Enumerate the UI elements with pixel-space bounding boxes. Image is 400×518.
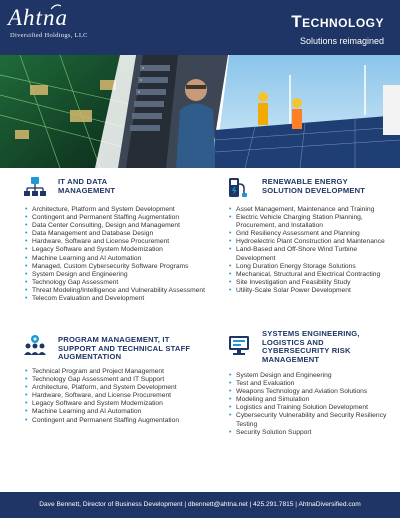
list-item: • Test and Evaluation xyxy=(228,380,388,388)
list-item: • Utility-Scale Solar Power Development xyxy=(228,287,388,295)
solar-workers-photo xyxy=(215,55,400,168)
section-it-data xyxy=(24,176,206,303)
list-item: • Telecom Evaluation and Development xyxy=(24,295,206,303)
logo-wordmark: Ahtna xyxy=(8,5,68,30)
section-title: IT AND DATA MANAGEMENT xyxy=(58,177,116,195)
section-header xyxy=(228,328,388,372)
section-title: SYSTEMS ENGINEERING, LOGISTICS AND CYBERSECURITY RISK MANAGEMENT xyxy=(262,329,360,364)
service-list xyxy=(228,206,388,295)
server-rack-photo xyxy=(118,55,228,168)
photo-strip xyxy=(0,55,400,168)
list-item: • System Design and Engineering xyxy=(228,372,388,380)
list-item: • Modeling and Simulation xyxy=(228,396,388,404)
list-item: • Contingent and Permanent Staffing Augmentation xyxy=(24,417,206,425)
page-title: Technology xyxy=(291,12,384,31)
service-list xyxy=(24,206,206,303)
list-item: • Land-Based and Off-Shore Wind Turbine Development xyxy=(228,246,388,262)
list-item: • Legacy Software and System Modernization xyxy=(24,400,206,408)
list-item: • Site Investigation and Feasibility Study xyxy=(228,279,388,287)
monitor-icon xyxy=(228,334,250,356)
section-header xyxy=(228,176,388,206)
list-item: • Legacy Software and System Modernization xyxy=(24,246,206,254)
list-item: • Security Solution Support xyxy=(228,429,388,437)
circuit-board-photo xyxy=(0,55,135,168)
list-item: • Contingent and Permanent Staffing Augmentation xyxy=(24,214,206,222)
list-item: • Asset Management, Maintenance and Training xyxy=(228,206,388,214)
list-item: • Threat Modeling/Intelligence and Vulnerability Assessment xyxy=(24,287,206,295)
company-logo xyxy=(8,6,98,50)
list-item: • Long Duration Energy Storage Solutions xyxy=(228,263,388,271)
section-title: RENEWABLE ENERGY SOLUTION DEVELOPMENT xyxy=(262,177,366,195)
contact-footer: Dave Bennett, Director of Business Development | dbennett@ahtna.net | 425.291.7815 | AhtnaDiversified.com xyxy=(0,492,400,518)
list-item: • Logistics and Training Solution Development xyxy=(228,404,388,412)
team-gear-icon xyxy=(24,334,46,356)
list-item: • Machine Learning and AI Automation xyxy=(24,408,206,416)
list-item: • Architecture, Platform and System Development xyxy=(24,206,206,214)
list-item: • Electric Vehicle Charging Station Planning, Procurement, and Installation xyxy=(228,214,388,230)
list-item: • Hardware, Software and License Procurement xyxy=(24,238,206,246)
section-header xyxy=(24,334,206,368)
list-item: • Grid Resiliency Assessment and Planning xyxy=(228,230,388,238)
list-item: • Hydroelectric Plant Construction and Maintenance xyxy=(228,238,388,246)
header-bar xyxy=(0,0,400,55)
list-item: • Managed, Custom Cybersecurity Software Programs xyxy=(24,263,206,271)
list-item: • Technical Program and Project Management xyxy=(24,368,206,376)
list-item: • System Design and Engineering xyxy=(24,271,206,279)
list-item: • Mechanical, Structural and Electrical Contracting xyxy=(228,271,388,279)
list-item: • Machine Learning and AI Automation xyxy=(24,255,206,263)
section-systems-engineering xyxy=(228,328,388,437)
services-content xyxy=(0,168,400,490)
list-item: • Technology Gap Assessment and IT Support xyxy=(24,376,206,384)
logo-subtitle: Diversified Holdings, LLC xyxy=(10,32,88,39)
list-item: • Data Management and Database Design xyxy=(24,230,206,238)
section-title: PROGRAM MANAGEMENT, IT SUPPORT AND TECHNICAL STAFF AUGMENTATION xyxy=(58,335,191,362)
section-header xyxy=(24,176,206,206)
page-subtitle: Solutions reimagined xyxy=(299,36,384,46)
service-list xyxy=(24,368,206,425)
service-list xyxy=(228,372,388,437)
list-item: • Technology Gap Assessment xyxy=(24,279,206,287)
list-item: • Hardware, Software, and License Procurement xyxy=(24,392,206,400)
list-item: • Cybersecurity Vulnerability and Security Resiliency Testing xyxy=(228,412,388,428)
list-item: • Architecture, Platform, and System Development xyxy=(24,384,206,392)
list-item: • Data Center Consulting, Design and Management xyxy=(24,222,206,230)
ev-charger-icon xyxy=(228,176,250,198)
list-item: • Weapons Technology and Aviation Solutions xyxy=(228,388,388,396)
network-icon xyxy=(24,176,46,198)
section-program-management xyxy=(24,334,206,425)
section-renewable-energy xyxy=(228,176,388,295)
